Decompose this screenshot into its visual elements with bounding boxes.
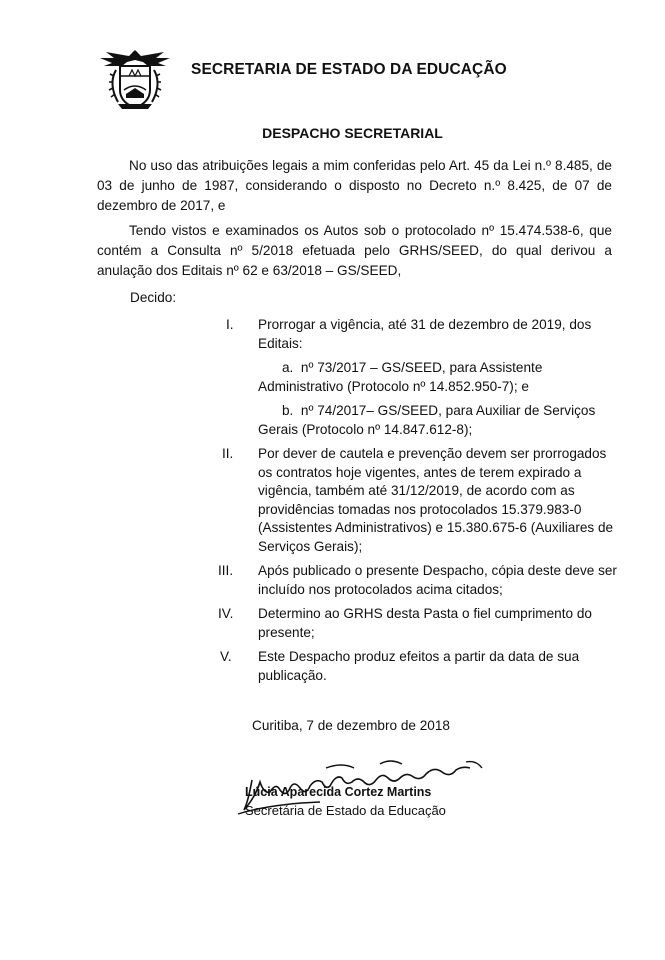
signer-role: Secretária de Estado da Educação — [245, 803, 446, 818]
decision-item-4 — [210, 605, 620, 642]
item-text: Por dever de cautela e prevenção devem ser prorrogados os contratos hoje vigentes, antes de terem expirado a vigência, também até 31/12/2019, de acordo com as providências tomadas nos protocolados 15.379.983-0 (Assistentes Administrativos) e 15.380.675-6 (Auxiliares de Serviços Gerais); — [258, 446, 614, 554]
paragraph-considerations: Tendo vistos e examinados os Autos sob o protocolado nº 15.474.538-6, que contém a Consulta nº 5/2018 efetuada pelo GRHS/SEED, do qual derivou a anulação dos Editais nº 62 e 63/2018 – GS/SEED, — [97, 223, 612, 278]
sub-item-label: a. — [282, 360, 294, 375]
place-and-date: Curitiba, 7 de dezembro de 2018 — [252, 718, 450, 733]
sub-item-text: nº 73/2017 – GS/SEED, para Assistente Administrativo (Protocolo nº 14.852.950-7); e — [258, 360, 543, 394]
document-title: DESPACHO SECRETARIAL — [262, 125, 443, 141]
decision-item-2 — [210, 445, 620, 556]
item-text: Após publicado o presente Despacho, cópia deste deve ser incluído nos protocolados acima citados; — [258, 563, 617, 597]
decision-item-1 — [210, 316, 620, 353]
letterhead — [96, 46, 616, 116]
item-number: II. — [222, 446, 234, 461]
sub-item-a — [258, 359, 620, 396]
item-text: Prorrogar a vigência, até 31 de dezembro de 2019, dos Editais: — [258, 317, 592, 351]
parana-coat-of-arms-icon — [96, 46, 174, 112]
decision-item-5 — [210, 648, 620, 685]
item-number: I. — [226, 317, 234, 332]
item-number: III. — [218, 563, 234, 578]
item-number: V. — [220, 649, 232, 664]
decision-intro: Decido: — [130, 290, 177, 305]
decision-list — [210, 316, 620, 685]
item-text: Determino ao GRHS desta Pasta o fiel cumprimento do presente; — [258, 606, 592, 640]
signer-name: Lúcia Aparecida Cortez Martins — [245, 785, 432, 799]
item-number: IV. — [218, 606, 234, 621]
sub-item-label: b. — [282, 403, 294, 418]
sub-item-b — [258, 402, 620, 439]
decision-item-3 — [210, 562, 620, 599]
institution-name: SECRETARIA DE ESTADO DA EDUCAÇÃO — [191, 61, 507, 78]
sub-item-text: nº 74/2017– GS/SEED, para Auxiliar de Serviços Gerais (Protocolo nº 14.847.612-8); — [258, 403, 596, 437]
item-text: Este Despacho produz efeitos a partir da data de sua publicação. — [258, 649, 580, 683]
paragraph-legal-basis: No uso das atribuições legais a mim conferidas pelo Art. 45 da Lei n.º 8.485, de 03 de junho de 1987, considerando o disposto no Decreto n.º 8.425, de 07 de dezembro de 2017, e — [97, 158, 612, 213]
